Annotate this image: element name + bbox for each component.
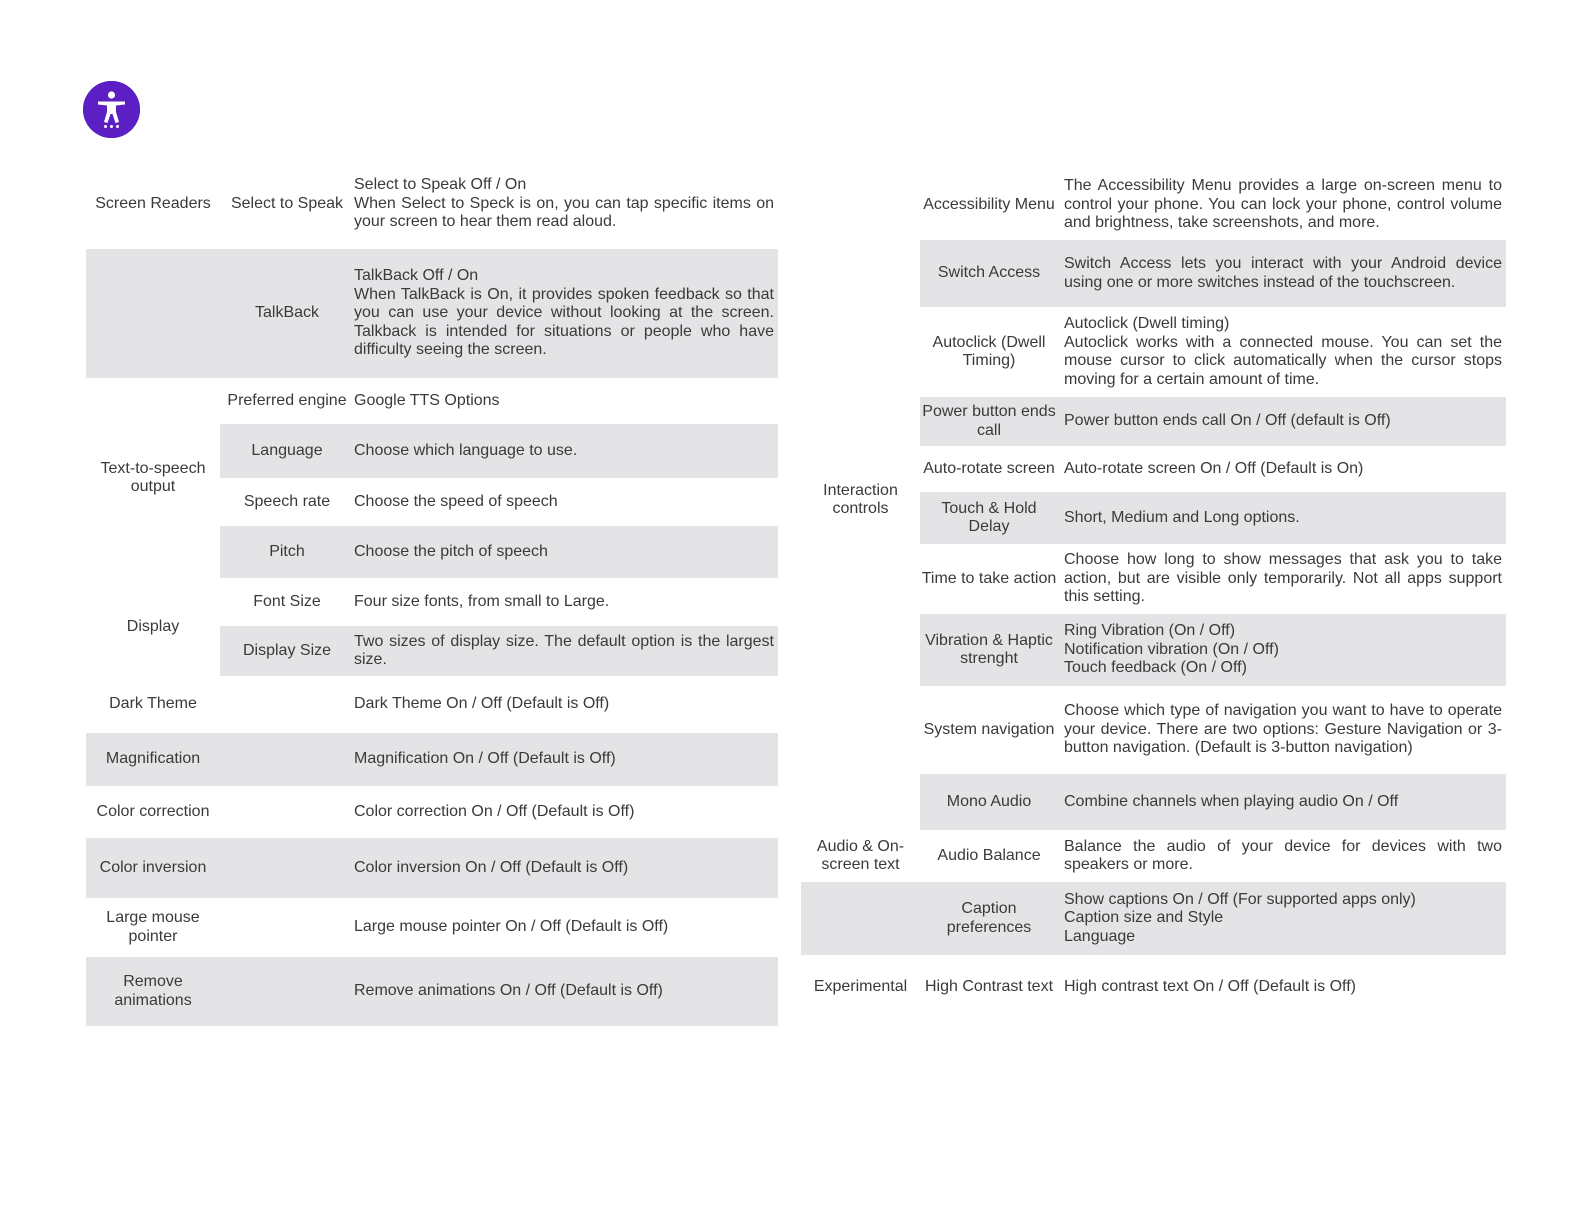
category-color-correction: Color correction xyxy=(96,802,210,820)
setting-display-size: Display Size xyxy=(220,626,354,676)
description-accessibility-menu: The Accessibility Menu provides a large on-screen menu to control your phone. You can lock your phone, control volume and brightness, take screenshots, and more. xyxy=(1064,177,1502,232)
category-audio-onscreen-text: Audio & On-screen text xyxy=(816,837,905,873)
setting-speech-rate: Speech rate xyxy=(243,492,331,510)
description-caption-preferences xyxy=(1058,882,1506,955)
description-audio-balance: Balance the audio of your device for devices with two speakers or more. xyxy=(1064,837,1502,873)
description-color-correction: Color correction On / Off (Default is Off) xyxy=(354,802,635,820)
desc-line: Autoclick works with a connected mouse. You can set the mouse cursor to click automatically when the cursor stops moving for a certain amount of time. xyxy=(1064,333,1502,388)
desc-line: Select to Speak Off / On xyxy=(354,176,527,194)
setting-switch-access: Switch Access xyxy=(920,240,1058,307)
setting-autoclick: Autoclick (Dwell Timing) xyxy=(932,333,1046,369)
setting-preferred-engine: Preferred engine xyxy=(227,391,347,409)
setting-talkback: TalkBack xyxy=(220,249,354,378)
row-audio-balance xyxy=(801,830,1506,882)
description-preferred-engine: Google TTS Options xyxy=(354,391,500,409)
accessibility-icon xyxy=(83,81,140,138)
description-talkback xyxy=(354,249,778,378)
description-remove-animations: Remove animations On / Off (Default is Off) xyxy=(354,957,778,1026)
description-touch-hold: Short, Medium and Long options. xyxy=(1058,492,1506,544)
setting-touch-hold: Touch & Hold Delay xyxy=(920,492,1058,544)
description-magnification: Magnification On / Off (Default is Off) xyxy=(354,733,778,786)
description-autoclick xyxy=(1058,307,1506,397)
description-large-mouse-pointer: Large mouse pointer On / Off (Default is Off) xyxy=(354,918,669,936)
description-mono-audio: Combine channels when playing audio On / Off xyxy=(1058,774,1506,830)
category-interaction-controls: Interaction controls xyxy=(823,481,898,517)
setting-accessibility-menu: Accessibility Menu xyxy=(923,195,1055,213)
row-remove-animations xyxy=(86,957,778,1026)
accessibility-logo xyxy=(83,81,140,138)
desc-line: Language xyxy=(1064,927,1136,945)
desc-line: Autoclick (Dwell timing) xyxy=(1064,315,1230,332)
category-color-inversion: Color inversion xyxy=(86,838,220,898)
setting-high-contrast: High Contrast text xyxy=(924,977,1054,995)
category-screen-readers: Screen Readers xyxy=(95,194,211,212)
setting-pitch: Pitch xyxy=(220,526,354,578)
row-color-inversion xyxy=(86,838,778,898)
description-display-size: Two sizes of display size. The default option is the largest size. xyxy=(354,626,778,676)
right-settings-table xyxy=(801,170,1506,1019)
category-display: Display xyxy=(126,617,180,635)
row-font-size xyxy=(86,578,778,626)
category-dark-theme: Dark Theme xyxy=(109,695,197,713)
description-dark-theme: Dark Theme On / Off (Default is Off) xyxy=(354,695,610,713)
category-magnification: Magnification xyxy=(86,733,220,786)
setting-caption-preferences: Caption preferences xyxy=(920,882,1058,955)
desc-line: Touch feedback (On / Off) xyxy=(1064,659,1247,677)
setting-auto-rotate: Auto-rotate screen xyxy=(923,459,1055,477)
description-system-navigation: Choose which type of navigation you want to have to operate your device. There are two options: Gesture Navigation or 3-button navigation. (Default is 3-button navigation) xyxy=(1064,702,1502,757)
row-high-contrast xyxy=(801,955,1506,1019)
description-pitch: Choose the pitch of speech xyxy=(354,526,778,578)
setting-time-to-take-action: Time to take action xyxy=(921,569,1057,587)
description-language: Choose which language to use. xyxy=(354,424,778,478)
description-auto-rotate: Auto-rotate screen On / Off (Default is On) xyxy=(1064,459,1364,477)
category-tts: Text-to-speech output xyxy=(100,459,206,495)
description-power-button: Power button ends call On / Off (default is Off) xyxy=(1058,397,1506,446)
setting-system-navigation: System navigation xyxy=(923,720,1055,738)
desc-line: When TalkBack is On, it provides spoken feedback so that you can use your device without looking at the screen. Talkback is intended for situations or people who have difficulty seeing the screen. xyxy=(354,285,774,359)
setting-font-size: Font Size xyxy=(253,592,321,610)
row-talkback xyxy=(86,249,778,378)
description-vibration xyxy=(1058,614,1506,686)
description-switch-access: Switch Access lets you interact with your Android device using one or more switches instead of the touchscreen. xyxy=(1058,240,1506,307)
setting-vibration: Vibration & Haptic strenght xyxy=(920,614,1058,686)
desc-line: When Select to Speck is on, you can tap specific items on your screen to hear them read aloud. xyxy=(354,194,774,231)
row-caption-preferences xyxy=(801,882,1506,955)
description-high-contrast: High contrast text On / Off (Default is Off) xyxy=(1064,977,1356,995)
row-preferred-engine xyxy=(86,378,778,424)
setting-mono-audio: Mono Audio xyxy=(920,774,1058,830)
desc-line: Caption size and Style xyxy=(1064,909,1224,927)
row-magnification xyxy=(86,733,778,786)
desc-line: Notification vibration (On / Off) xyxy=(1064,640,1279,658)
desc-line: TalkBack Off / On xyxy=(354,267,479,285)
description-time-to-take-action: Choose how long to show messages that ask you to take action, but are visible only temporarily. Not all apps support this setting. xyxy=(1064,551,1502,606)
row-large-mouse-pointer xyxy=(86,898,778,957)
setting-audio-balance: Audio Balance xyxy=(937,846,1041,864)
description-speech-rate: Choose the speed of speech xyxy=(354,492,558,510)
row-select-to-speak xyxy=(86,170,778,238)
description-font-size: Four size fonts, from small to Large. xyxy=(354,592,610,610)
description-select-to-speak xyxy=(354,170,778,238)
description-color-inversion: Color inversion On / Off (Default is Off) xyxy=(354,838,778,898)
left-settings-table xyxy=(86,170,778,1026)
row-accessibility-menu xyxy=(801,170,1506,240)
category-large-mouse-pointer: Large mouse pointer xyxy=(106,909,200,945)
setting-language: Language xyxy=(220,424,354,478)
desc-line: Show captions On / Off (For supported apps only) xyxy=(1064,890,1416,908)
category-remove-animations: Remove animations xyxy=(86,957,220,1026)
setting-select-to-speak: Select to Speak xyxy=(230,194,344,212)
category-experimental: Experimental xyxy=(813,977,908,995)
desc-line: Ring Vibration (On / Off) xyxy=(1064,622,1236,640)
row-dark-theme xyxy=(86,676,778,733)
setting-power-button: Power button ends call xyxy=(920,397,1058,446)
row-color-correction xyxy=(86,786,778,838)
